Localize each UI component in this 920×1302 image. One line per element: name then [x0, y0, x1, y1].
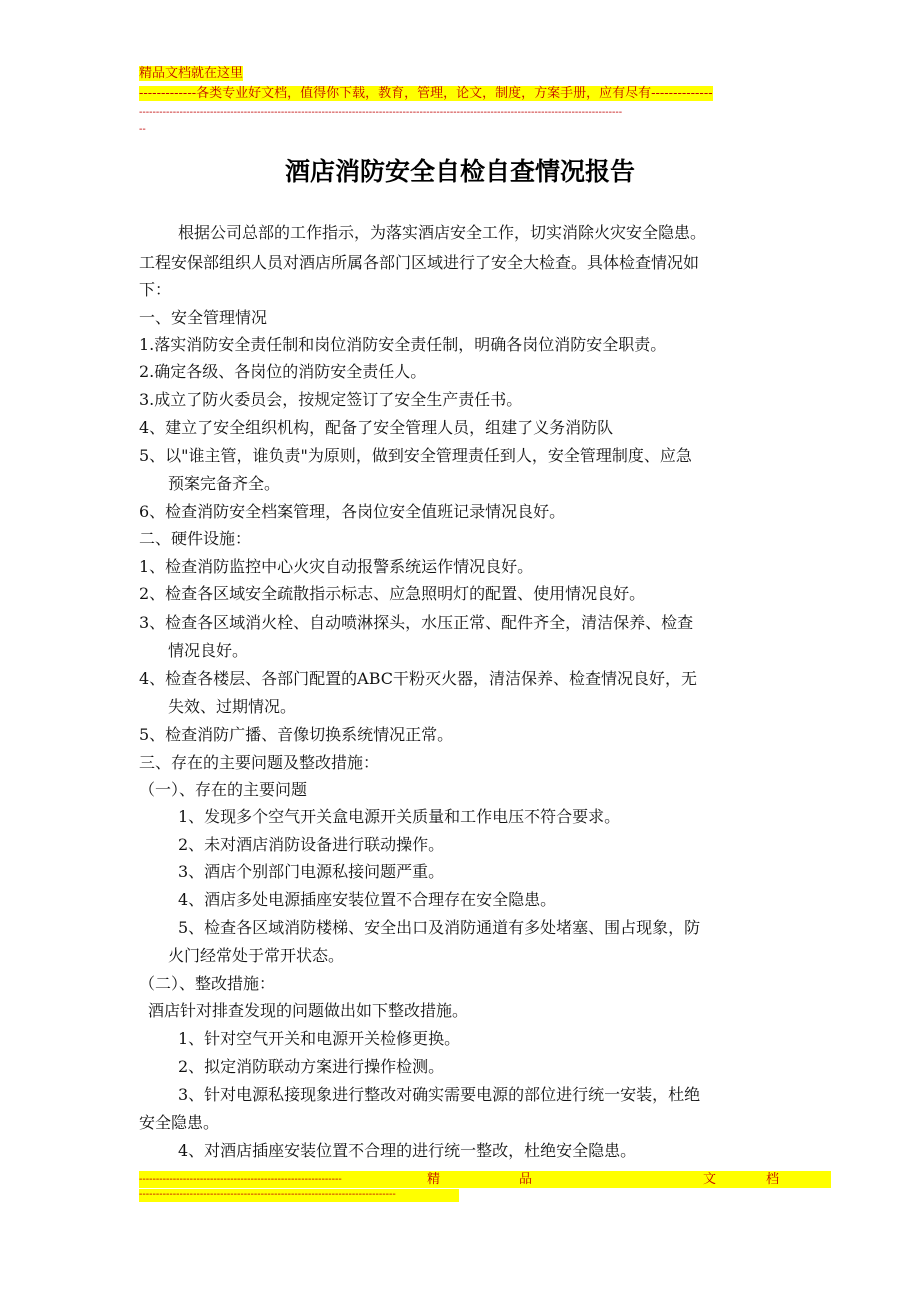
list-item: 3.成立了防火委员会，按规定签订了安全生产责任书。: [139, 390, 523, 409]
list-item: 3、检查各区域消火栓、自动喷淋探头，水压正常、配件齐全，清洁保养、检查: [139, 613, 694, 632]
list-item: 5、以"谁主管，谁负责"为原则，做到安全管理责任到人，安全管理制度、应急: [139, 446, 692, 465]
list-item-continuation: 预案完备齐全。: [168, 474, 281, 493]
section-heading: 一、安全管理情况: [139, 308, 268, 327]
header-rule-tail: --: [139, 124, 146, 135]
list-item-continuation: 失效、过期情况。: [168, 697, 297, 716]
list-item: 2、拟定消防联动方案进行操作检测。: [178, 1057, 445, 1076]
list-item: 3、针对电源私接现象进行整改对确实需要电源的部位进行统一安装，杜绝: [178, 1085, 701, 1104]
list-item: 4、酒店多处电源插座安装位置不合理存在安全隐患。: [178, 890, 557, 909]
paragraph-line: 根据公司总部的工作指示，为落实酒店安全工作，切实消除火灾安全隐患。: [178, 223, 707, 242]
list-item: 2.确定各级、各岗位的消防安全责任人。: [139, 362, 427, 381]
header-rule: -----------------------------------------------------------------------------------------------------------------------------------------------: [139, 107, 623, 118]
footer-dashes: ------------------------------------------------------------: [139, 1174, 342, 1185]
list-item: 6、检查消防安全档案管理，各岗位安全值班记录情况良好。: [139, 502, 566, 521]
footer-word: 精: [427, 1172, 441, 1187]
header-watermark-tagline: -------------各类专业好文档，值得你下载，教育，管理，论文，制度，方案手册，应有尽有--------------: [139, 86, 713, 101]
subsection-heading: （二）、整改措施：: [139, 974, 276, 993]
list-item: 4、建立了安全组织机构，配备了安全管理人员，组建了义务消防队: [139, 418, 614, 437]
footer-word: 文: [703, 1172, 717, 1187]
list-item-continuation: 火门经常处于常开状态。: [168, 946, 345, 965]
section-heading: 三、存在的主要问题及整改措施：: [139, 753, 380, 772]
section-heading: 二、硬件设施：: [139, 529, 252, 548]
list-item: 4、检查各楼层、各部门配置的ABC干粉灭火器，清洁保养、检查情况良好，无: [139, 669, 698, 688]
list-item: 4、对酒店插座安装位置不合理的进行统一整改，杜绝安全隐患。: [178, 1141, 637, 1160]
list-item: 5、检查各区域消防楼梯、安全出口及消防通道有多处堵塞、围占现象，防: [178, 918, 701, 937]
paragraph-line: 工程安保部组织人员对酒店所属各部门区域进行了安全大检查。具体检查情况如: [139, 253, 700, 272]
list-item: 1.落实消防安全责任制和岗位消防安全责任制，明确各岗位消防安全职责。: [139, 335, 667, 354]
subsection-heading: （一）、存在的主要问题: [139, 780, 308, 799]
footer-word: 品: [519, 1172, 533, 1187]
list-item: 1、发现多个空气开关盒电源开关质量和工作电压不符合要求。: [178, 807, 621, 826]
document-title: 酒店消防安全自检自查情况报告: [284, 157, 635, 186]
list-item: 1、针对空气开关和电源开关检修更换。: [178, 1029, 461, 1048]
footer-dashes-line2: ----------------------------------------------------------------------------: [139, 1189, 459, 1202]
list-item: 1、检查消防监控中心火灾自动报警系统运作情况良好。: [139, 557, 534, 576]
list-item: 5、检查消防广播、音像切换系统情况正常。: [139, 725, 454, 744]
list-item: 2、检查各区域安全疏散指示标志、应急照明灯的配置、使用情况良好。: [139, 584, 646, 603]
list-item: 2、未对酒店消防设备进行联动操作。: [178, 835, 445, 854]
paragraph-line: 下：: [139, 280, 172, 299]
paragraph-line: 酒店针对排查发现的问题做出如下整改措施。: [148, 1001, 469, 1020]
footer-word: 档: [766, 1172, 780, 1187]
list-item: 3、酒店个别部门电源私接问题严重。: [178, 862, 445, 881]
list-item-continuation: 安全隐患。: [139, 1113, 220, 1132]
list-item-continuation: 情况良好。: [168, 641, 249, 660]
header-watermark-title: 精品文档就在这里: [139, 66, 244, 81]
